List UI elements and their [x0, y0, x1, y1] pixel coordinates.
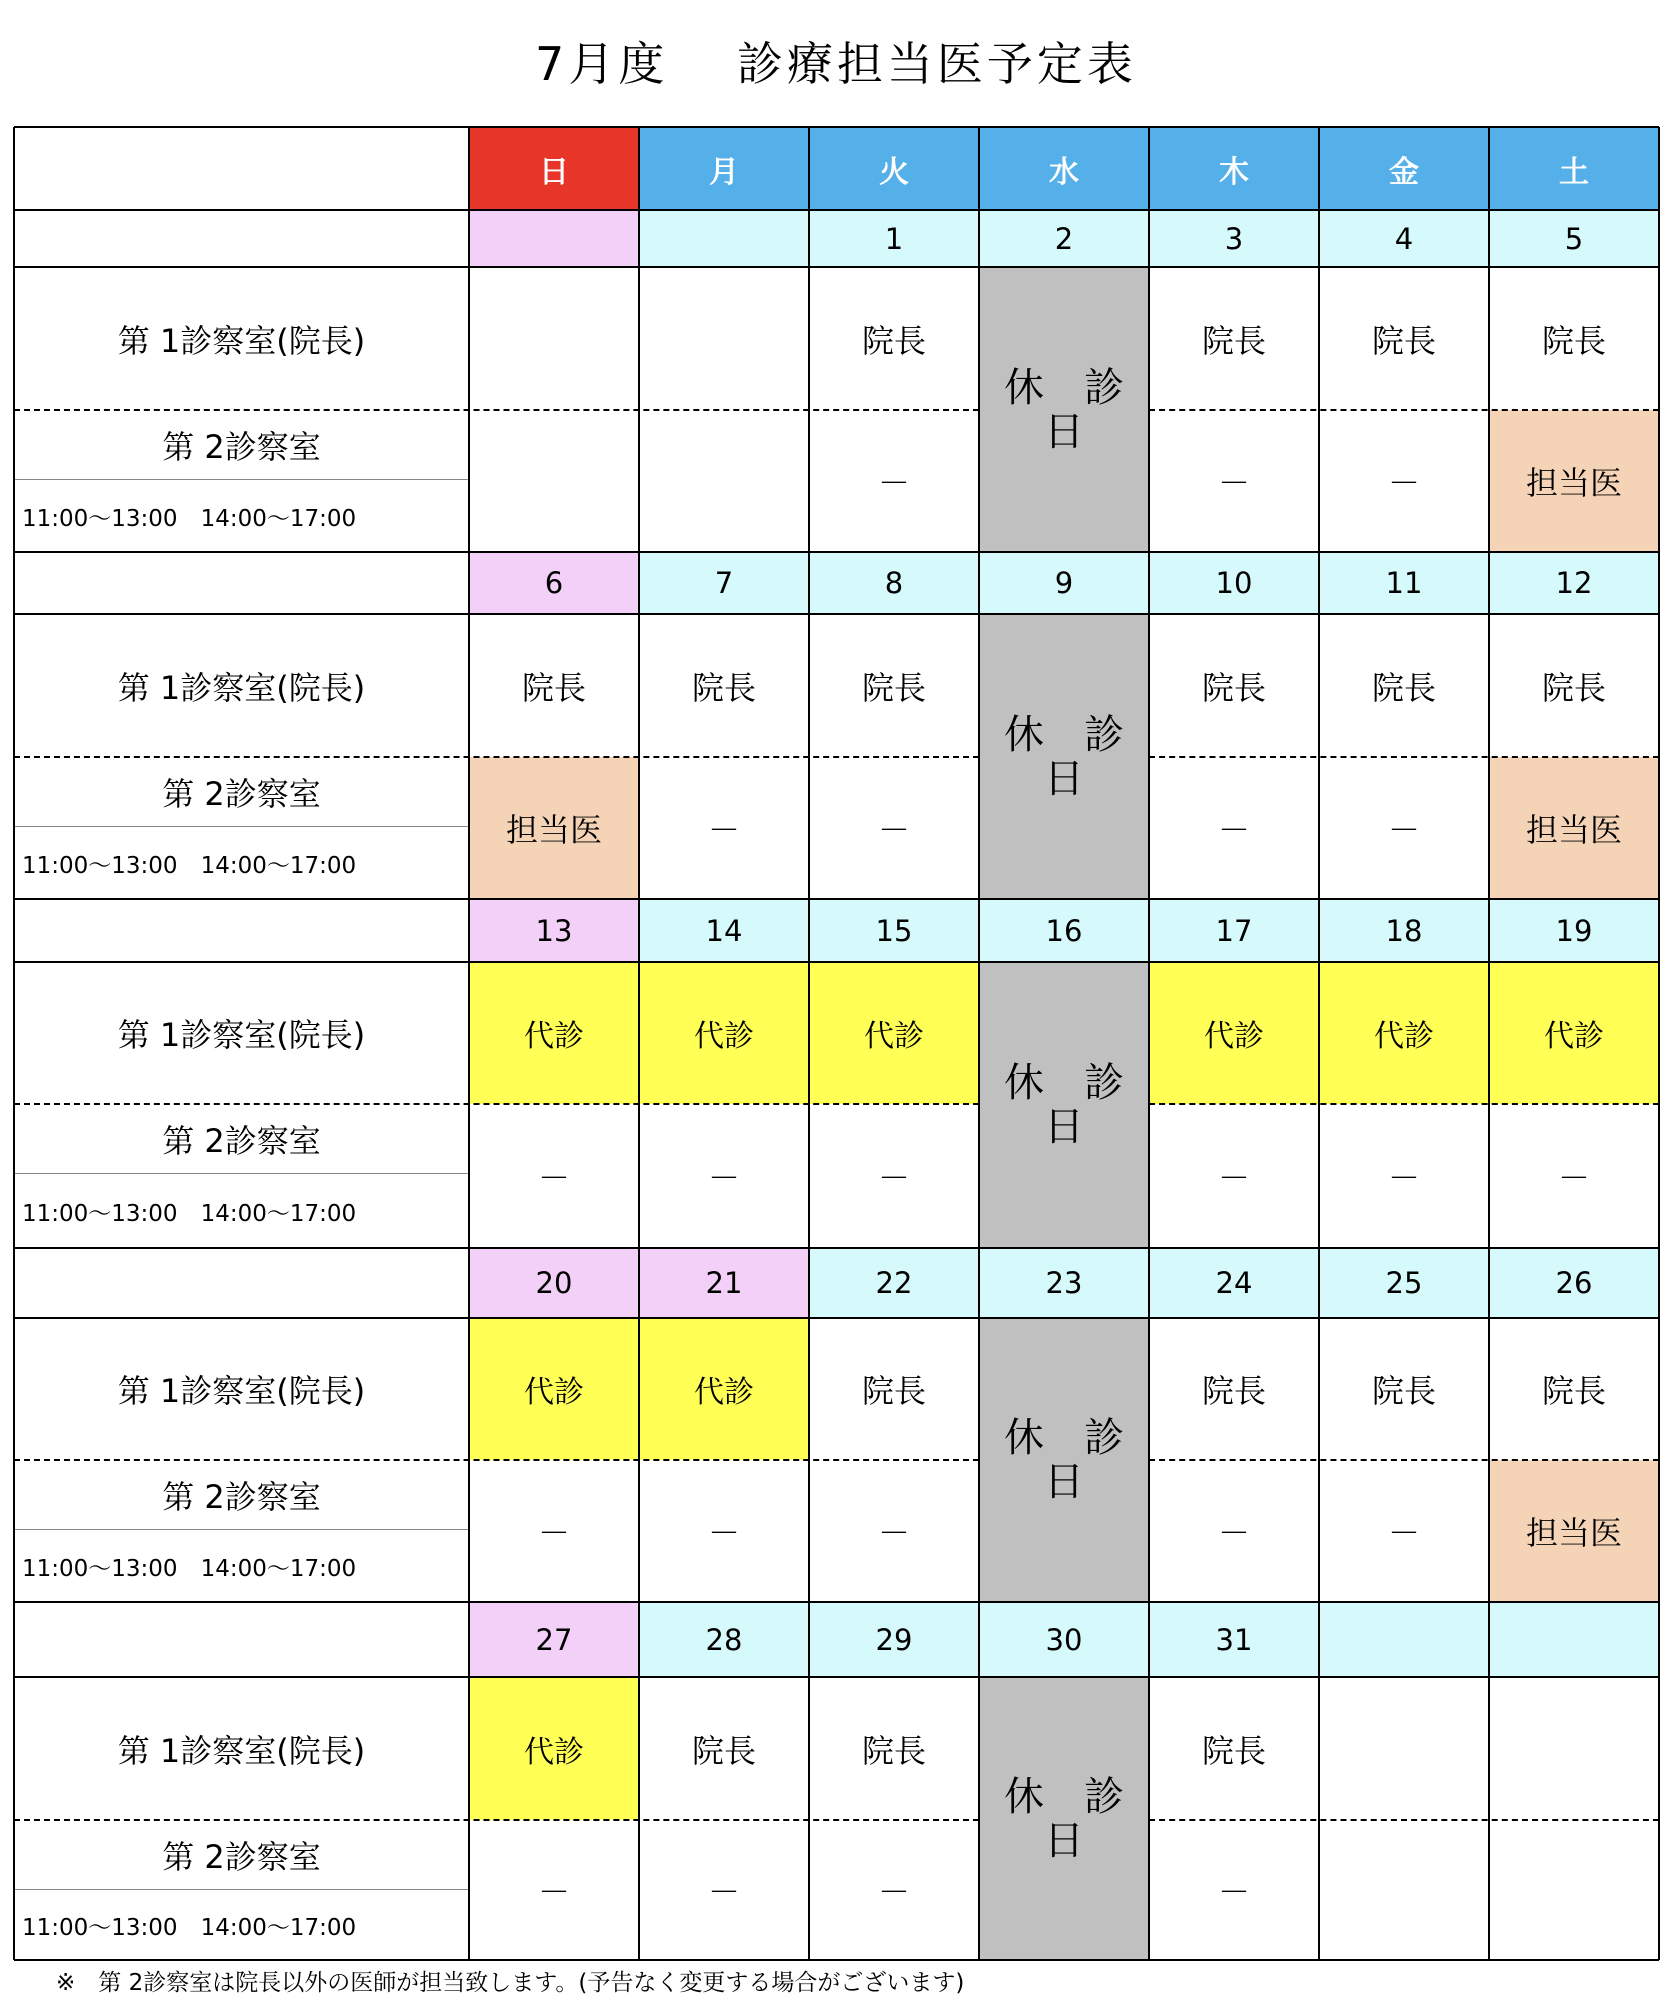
room2-cell: － [1217, 1514, 1250, 1552]
room1-cell [639, 267, 809, 410]
room2-label: 第 2診察室 [162, 1478, 321, 1516]
room2-cell: － [877, 1873, 910, 1911]
hours-divider [14, 1889, 469, 1890]
hours-label: 11:00～13:00 14:00～17:00 [22, 505, 357, 532]
room1-cell: 院長 [861, 668, 926, 707]
room2-cell: － [1217, 464, 1250, 502]
room2-cell: － [1217, 1159, 1250, 1197]
room1-cell: 院長 [1371, 1372, 1436, 1410]
date-cell: 7 [639, 552, 809, 614]
date-cell: 11 [1319, 552, 1489, 614]
room2-label: 第 2診察室 [162, 428, 321, 466]
hours-label: 11:00～13:00 14:00～17:00 [22, 852, 357, 879]
page-title: 7月度 診療担当医予定表 [535, 37, 1137, 91]
room1-cell: 代診 [469, 1677, 639, 1820]
grid-line [1149, 1819, 1659, 1821]
room2-cell: － [877, 1159, 910, 1197]
room2-label: 第 2診察室 [162, 1122, 321, 1160]
room2-cell [639, 410, 809, 552]
grid-line [14, 1317, 1659, 1319]
room1-cell: 代診 [1489, 962, 1659, 1104]
date-cell: 16 [979, 899, 1149, 962]
room1-cell [1319, 1677, 1489, 1820]
closed-day-cell: 休 診 日 [979, 1318, 1149, 1602]
date-cell: 3 [1149, 210, 1319, 267]
grid-line [14, 1247, 1659, 1249]
room1-cell: 代診 [469, 1318, 639, 1460]
room1-cell: 代診 [639, 1318, 809, 1460]
date-cell: 22 [809, 1248, 979, 1318]
grid-line [14, 1103, 979, 1105]
room1-cell: 院長 [861, 321, 926, 360]
grid-line [469, 209, 1659, 211]
room2-cell: 担当医 [1489, 757, 1659, 899]
room2-cell: － [1557, 1159, 1590, 1197]
grid-line [14, 756, 979, 758]
room2-cell: 担当医 [469, 757, 639, 899]
date-cell: 23 [979, 1248, 1149, 1318]
closed-day-cell: 休 診 日 [979, 962, 1149, 1248]
room1-cell: 院長 [1371, 668, 1436, 707]
room1-cell: 院長 [521, 668, 586, 707]
grid-line [638, 127, 640, 1960]
hours-divider [14, 1529, 469, 1530]
room1-cell: 院長 [1541, 668, 1606, 707]
date-cell: 14 [639, 899, 809, 962]
room2-label: 第 2診察室 [162, 775, 321, 813]
room1-cell: 院長 [1201, 1731, 1266, 1770]
room1-label: 第 1診察室(院長) [117, 1016, 366, 1054]
date-cell [469, 210, 639, 267]
room1-cell: 代診 [469, 962, 639, 1104]
date-cell: 8 [809, 552, 979, 614]
room2-cell [1319, 1820, 1489, 1960]
date-cell [1489, 1602, 1659, 1677]
closed-day-cell: 休 診 日 [979, 1677, 1149, 1960]
date-cell: 1 [809, 210, 979, 267]
room2-cell: － [1217, 1873, 1250, 1911]
grid-line [1658, 127, 1660, 1960]
grid-line [14, 409, 979, 411]
room2-cell: 担当医 [1489, 1460, 1659, 1602]
room2-cell: － [537, 1159, 570, 1197]
closed-day-cell: 休 診 日 [979, 267, 1149, 552]
date-cell: 9 [979, 552, 1149, 614]
hours-divider [14, 479, 469, 480]
grid-line [1149, 1459, 1659, 1461]
date-cell: 12 [1489, 552, 1659, 614]
room2-cell: 担当医 [1489, 410, 1659, 552]
room1-cell: 院長 [691, 668, 756, 707]
date-cell: 30 [979, 1602, 1149, 1677]
day-header-5: 金 [1319, 127, 1489, 210]
grid-line [14, 126, 1659, 128]
room2-cell: － [707, 811, 740, 849]
date-cell: 19 [1489, 899, 1659, 962]
grid-line [1149, 409, 1659, 411]
room2-cell: － [707, 1514, 740, 1552]
room2-cell: － [1387, 1159, 1420, 1197]
date-cell: 17 [1149, 899, 1319, 962]
date-cell: 31 [1149, 1602, 1319, 1677]
room2-cell: － [1217, 811, 1250, 849]
grid-line [1488, 127, 1490, 1960]
hours-label: 11:00～13:00 14:00～17:00 [22, 1914, 357, 1941]
grid-line [1149, 1103, 1659, 1105]
grid-line [14, 1819, 979, 1821]
room1-cell: 代診 [1319, 962, 1489, 1104]
grid-line [13, 127, 15, 1960]
room1-cell: 院長 [861, 1731, 926, 1770]
grid-line [14, 209, 469, 211]
room1-label: 第 1診察室(院長) [117, 668, 366, 707]
room1-cell: 代診 [809, 962, 979, 1104]
grid-line [1318, 127, 1320, 1960]
date-cell: 27 [469, 1602, 639, 1677]
room1-cell [469, 267, 639, 410]
room1-cell: 院長 [1541, 321, 1606, 360]
grid-line [1149, 756, 1659, 758]
date-cell: 29 [809, 1602, 979, 1677]
grid-line [978, 127, 980, 1960]
closed-day-cell: 休 診 日 [979, 614, 1149, 899]
grid-line [808, 127, 810, 1960]
date-cell: 28 [639, 1602, 809, 1677]
room1-cell: 院長 [1371, 321, 1436, 360]
date-cell: 20 [469, 1248, 639, 1318]
room1-label: 第 1診察室(院長) [117, 1372, 366, 1410]
room1-cell: 代診 [639, 962, 809, 1104]
date-cell: 24 [1149, 1248, 1319, 1318]
day-header-6: 土 [1489, 127, 1659, 210]
footnote: ※ 第 2診察室は院長以外の医師が担当致します。(予告なく変更する場合がございます) [56, 1970, 965, 1996]
date-cell: 26 [1489, 1248, 1659, 1318]
room2-cell: － [877, 811, 910, 849]
grid-line [468, 127, 470, 1960]
day-header-1: 月 [639, 127, 809, 210]
room2-cell: － [877, 464, 910, 502]
room2-cell: － [1387, 1514, 1420, 1552]
hours-divider [14, 1173, 469, 1174]
room1-label: 第 1診察室(院長) [117, 321, 366, 360]
grid-line [14, 1601, 1659, 1603]
room2-cell [469, 410, 639, 552]
room2-cell: － [707, 1159, 740, 1197]
grid-line [14, 961, 1659, 963]
hours-label: 11:00～13:00 14:00～17:00 [22, 1200, 357, 1227]
date-cell: 15 [809, 899, 979, 962]
grid-line [14, 266, 1659, 268]
room1-cell: 院長 [1201, 1372, 1266, 1410]
room2-label: 第 2診察室 [162, 1838, 321, 1876]
room1-cell: 院長 [1201, 321, 1266, 360]
grid-line [14, 613, 1659, 615]
room2-cell: － [1387, 811, 1420, 849]
date-cell: 18 [1319, 899, 1489, 962]
room1-cell [1489, 1677, 1659, 1820]
day-header-2: 火 [809, 127, 979, 210]
room1-cell: 院長 [861, 1372, 926, 1410]
date-cell: 4 [1319, 210, 1489, 267]
room2-cell: － [537, 1873, 570, 1911]
date-cell: 25 [1319, 1248, 1489, 1318]
room2-cell [1489, 1820, 1659, 1960]
date-cell: 2 [979, 210, 1149, 267]
date-cell [1319, 1602, 1489, 1677]
day-header-0: 日 [469, 127, 639, 210]
day-header-3: 水 [979, 127, 1149, 210]
room1-cell: 代診 [1149, 962, 1319, 1104]
grid-line [14, 1959, 1659, 1961]
room1-cell: 院長 [691, 1731, 756, 1770]
room2-cell: － [877, 1514, 910, 1552]
hours-divider [14, 826, 469, 827]
grid-line [14, 1676, 1659, 1678]
date-cell: 13 [469, 899, 639, 962]
date-cell: 21 [639, 1248, 809, 1318]
room1-cell: 院長 [1201, 668, 1266, 707]
grid-line [14, 551, 1659, 553]
date-cell: 10 [1149, 552, 1319, 614]
date-cell: 6 [469, 552, 639, 614]
room1-cell: 院長 [1541, 1372, 1606, 1410]
grid-line [1148, 127, 1150, 1960]
room2-cell: － [1387, 464, 1420, 502]
grid-line [14, 1459, 979, 1461]
room1-label: 第 1診察室(院長) [117, 1731, 366, 1770]
grid-line [14, 898, 1659, 900]
date-cell [639, 210, 809, 267]
hours-label: 11:00～13:00 14:00～17:00 [22, 1555, 357, 1582]
day-header-4: 木 [1149, 127, 1319, 210]
room2-cell: － [537, 1514, 570, 1552]
room2-cell: － [707, 1873, 740, 1911]
date-cell: 5 [1489, 210, 1659, 267]
